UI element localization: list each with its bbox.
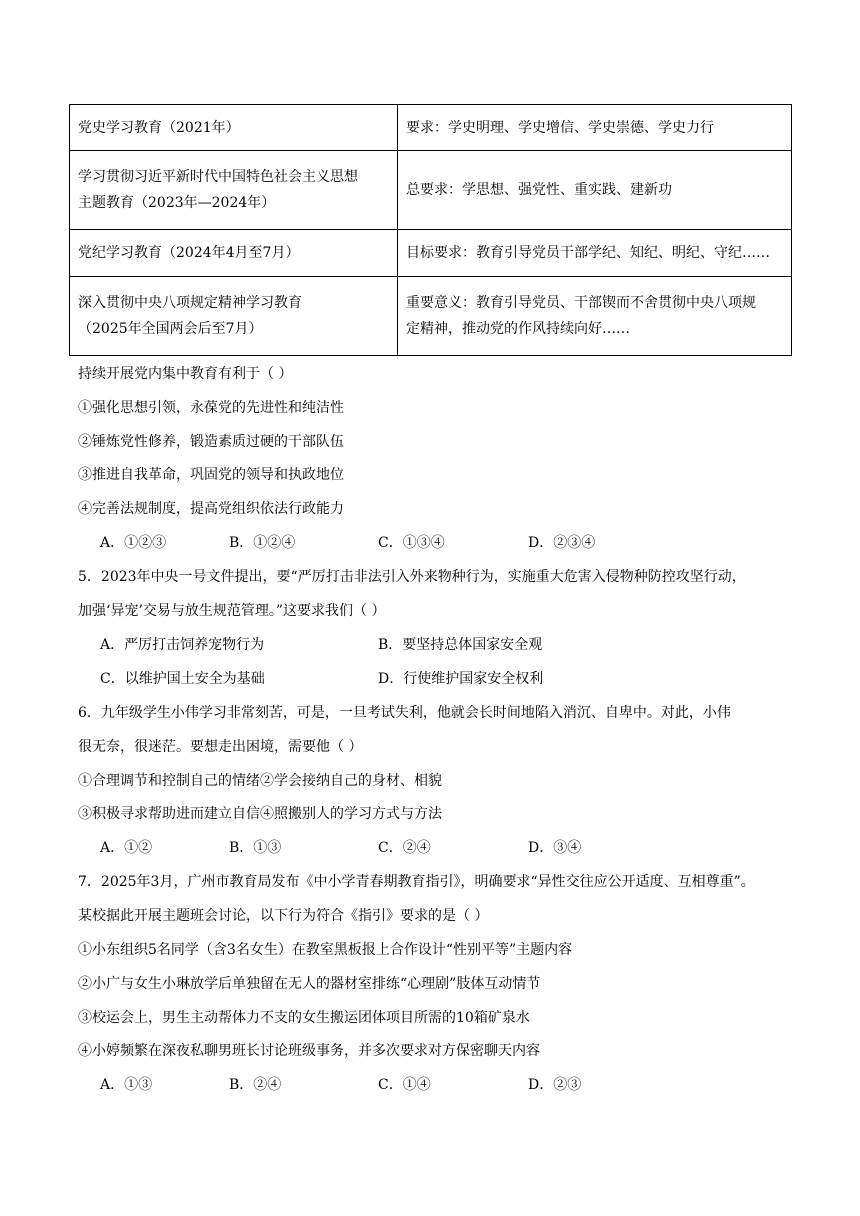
q4-item-3: ③推进自我革命，巩固党的领导和执政地位 <box>78 467 344 483</box>
table-row <box>70 230 792 277</box>
cell-text: 总要求：学思想、强党性、重实践、建新功 <box>406 182 672 198</box>
q6-stem-line-1: 6．九年级学生小伟学习非常刻苦，可是，一旦考试失利，他就会长时间地陷入消沉、自卑中。对此，小伟 <box>78 705 731 721</box>
q6-option-c[interactable]: C．②④ <box>378 840 431 856</box>
table-cell <box>70 105 398 151</box>
q7-item-1: ①小东组织5名同学（含3名女生）在教室黑板报上合作设计“性别平等”主题内容 <box>78 942 573 958</box>
education-table <box>69 104 792 356</box>
cell-text: 党史学习教育（2021年） <box>78 119 240 136</box>
q6-option-a[interactable]: A．①② <box>100 840 153 856</box>
q4-stem: 持续开展党内集中教育有利于（ ） <box>78 366 293 382</box>
cell-text: 要求：学史明理、学史增信、学史崇德、学史力行 <box>406 119 714 136</box>
q7-option-b[interactable]: B．②④ <box>229 1077 282 1093</box>
table-row <box>70 151 792 230</box>
cell-text: （2025年全国两会后至7月） <box>78 321 263 337</box>
q7-stem-line-1: 7．2025年3月，广州市教育局发布《中小学青春期教育指引》，明确要求“异性交往应公开适度、互相尊重”。 <box>78 874 755 890</box>
q7-item-2: ②小广与女生小琳放学后单独留在无人的器材室排练“心理剧”肢体互动情节 <box>78 976 541 992</box>
q7-option-d[interactable]: D．②③ <box>528 1077 582 1093</box>
q6-item-line-2: ③积极寻求帮助进而建立自信④照搬别人的学习方式与方法 <box>78 806 442 822</box>
q6-option-b[interactable]: B．①③ <box>229 840 282 856</box>
table-row <box>70 105 792 151</box>
q5-option-a[interactable]: A．严厉打击饲养宠物行为 <box>100 637 265 653</box>
cell-text: 党纪学习教育（2024年4月至7月） <box>78 245 300 261</box>
q4-option-d[interactable]: D．②③④ <box>528 535 596 551</box>
table-cell <box>398 151 792 230</box>
cell-text: 主题教育（2023年—2024年） <box>78 195 276 211</box>
q4-option-c[interactable]: C．①③④ <box>378 535 445 551</box>
q6-item-line-1: ①合理调节和控制自己的情绪②学会接纳自己的身材、相貌 <box>78 773 442 789</box>
table-cell <box>70 230 398 277</box>
q5-option-b[interactable]: B．要坚持总体国家安全观 <box>378 637 543 653</box>
cell-text: 定精神，推动党的作风持续向好…… <box>406 321 630 337</box>
cell-text: 重要意义：教育引导党员、干部锲而不舍贯彻中央八项规 <box>406 295 756 311</box>
q4-item-1: ①强化思想引领，永葆党的先进性和纯洁性 <box>78 400 344 416</box>
q5-option-c[interactable]: C．以维护国土安全为基础 <box>100 671 265 687</box>
cell-text: 目标要求：教育引导党员干部学纪、知纪、明纪、守纪…… <box>406 245 770 261</box>
q5-stem-line-1: 5．2023年中央一号文件提出，要“严厉打击非法引入外来物种行为，实施重大危害入侵物种防控攻坚行动， <box>78 569 746 585</box>
q7-item-3: ③校运会上，男生主动帮体力不支的女生搬运团体项目所需的10箱矿泉水 <box>78 1010 530 1026</box>
table-cell <box>398 277 792 356</box>
q4-option-a[interactable]: A．①②③ <box>100 535 167 551</box>
q5-stem-line-2: 加强‘异宠’交易与放生规范管理。”这要求我们（ ） <box>78 603 386 619</box>
q7-option-a[interactable]: A．①③ <box>100 1077 153 1093</box>
q5-option-d[interactable]: D．行使维护国家安全权利 <box>378 671 544 687</box>
q4-option-b[interactable]: B．①②④ <box>229 535 296 551</box>
cell-text: 深入贯彻中央八项规定精神学习教育 <box>78 295 302 311</box>
q7-stem-line-2: 某校据此开展主题班会讨论，以下行为符合《指引》要求的是（ ） <box>78 908 489 924</box>
q6-option-d[interactable]: D．③④ <box>528 840 582 856</box>
table-cell <box>70 277 398 356</box>
table-cell <box>398 105 792 151</box>
q7-item-4: ④小婷频繁在深夜私聊男班长讨论班级事务，并多次要求对方保密聊天内容 <box>78 1043 540 1059</box>
q6-stem-line-2: 很无奈，很迷茫。要想走出困境，需要他（ ） <box>78 739 363 755</box>
q4-item-2: ②锤炼党性修养，锻造素质过硬的干部队伍 <box>78 434 344 450</box>
table-row <box>70 277 792 356</box>
q4-item-4: ④完善法规制度，提高党组织依法行政能力 <box>78 501 344 517</box>
table-cell <box>70 151 398 230</box>
table-cell <box>398 230 792 277</box>
cell-text: 学习贯彻习近平新时代中国特色社会主义思想 <box>78 169 358 185</box>
q7-option-c[interactable]: C．①④ <box>378 1077 431 1093</box>
